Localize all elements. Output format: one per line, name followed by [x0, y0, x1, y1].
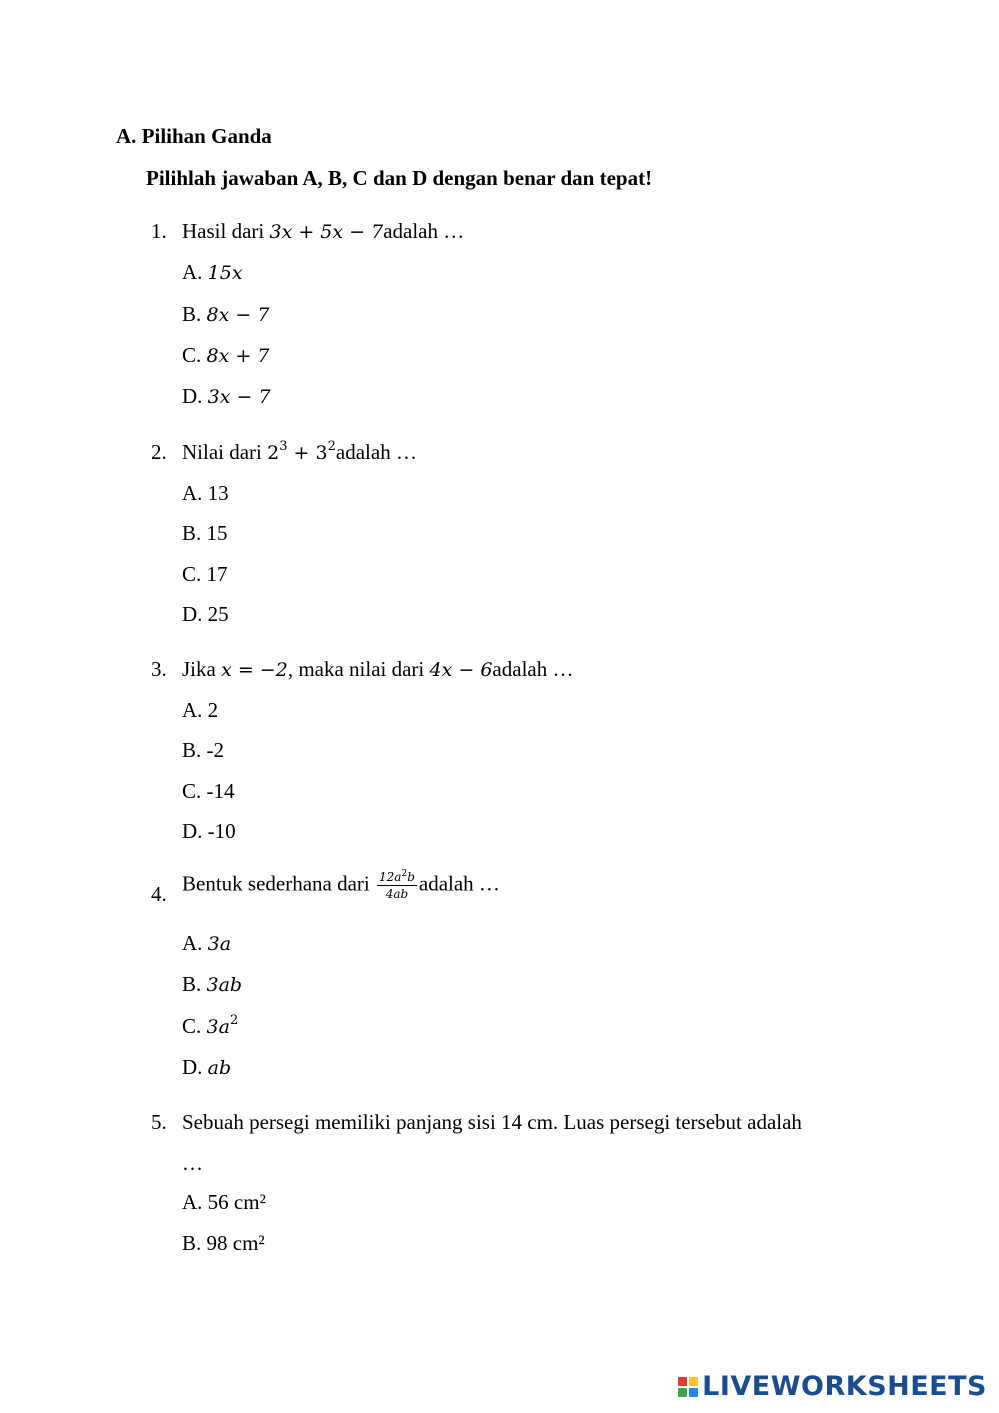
- question-5-option-b[interactable]: B. 98 cm²: [182, 1231, 265, 1255]
- question-4-option-d[interactable]: [182, 1055, 231, 1080]
- question-3-suffix: adalah …: [492, 657, 574, 681]
- liveworksheets-logo: [678, 1371, 987, 1402]
- option-label: D.: [182, 1055, 203, 1079]
- question-3-middle: , maka nilai dari: [287, 657, 430, 681]
- question-5-option-a[interactable]: A. 56 cm²: [182, 1190, 266, 1214]
- option-label: B.: [182, 302, 202, 326]
- numerator-coefficient: 12a: [379, 870, 402, 884]
- option-value: 3x − 7: [207, 386, 271, 408]
- question-3-prefix: Jika: [182, 657, 222, 681]
- question-3-text: [182, 657, 573, 682]
- question-1-option-d[interactable]: [182, 384, 271, 409]
- logo-text: LIVEWORKSHEETS: [702, 1371, 987, 1402]
- question-5-continuation: …: [182, 1151, 203, 1175]
- question-4-suffix: adalah …: [418, 871, 500, 896]
- section-title: A. Pilihan Ganda: [116, 124, 272, 148]
- logo-square-2: [689, 1377, 698, 1386]
- option-value: 3a: [206, 1016, 230, 1038]
- question-4-prefix: Bentuk sederhana dari: [182, 871, 376, 896]
- logo-mark-icon: [678, 1377, 698, 1397]
- question-4-option-a[interactable]: [182, 931, 231, 956]
- option-label: B.: [182, 972, 202, 996]
- question-4-fraction: [377, 870, 417, 901]
- q2-base-2: 3: [315, 442, 328, 464]
- instruction: Pilihlah jawaban A, B, C dan D dengan benar dan tepat!: [146, 166, 653, 190]
- option-value: ab: [207, 1057, 232, 1079]
- question-1-expression: 3x + 5x − 7: [269, 221, 384, 243]
- numerator-variable: b: [407, 870, 415, 884]
- question-2-option-c[interactable]: C. 17: [182, 562, 228, 586]
- option-value: 8x + 7: [206, 345, 270, 367]
- question-4-option-b[interactable]: [182, 972, 242, 997]
- question-1-suffix: adalah …: [383, 219, 465, 243]
- logo-square-4: [689, 1388, 698, 1397]
- question-1-option-a[interactable]: [182, 260, 243, 285]
- q2-base-1: 2: [267, 442, 280, 464]
- question-2-option-a[interactable]: A. 13: [182, 481, 229, 505]
- logo-square-1: [678, 1377, 687, 1386]
- question-1-prefix: Hasil dari: [182, 219, 270, 243]
- question-4-text: [182, 870, 500, 901]
- option-value: 3ab: [206, 974, 243, 996]
- question-3-option-c[interactable]: C. -14: [182, 779, 235, 803]
- question-2-suffix: adalah …: [335, 440, 417, 464]
- option-value: 3a: [207, 933, 232, 955]
- option-label: A.: [182, 260, 203, 284]
- option-value: 15x: [207, 262, 243, 284]
- q2-operator: +: [287, 442, 316, 464]
- option-label: A.: [182, 931, 203, 955]
- question-5-text: Sebuah persegi memiliki panjang sisi 14 cm. Luas persegi tersebut adalah: [182, 1110, 802, 1134]
- option-value: 8x − 7: [206, 304, 270, 326]
- question-4-option-c[interactable]: [182, 1014, 238, 1039]
- q2-exponent-1: 3: [279, 439, 288, 454]
- question-2-prefix: Nilai dari: [182, 440, 268, 464]
- question-2-option-b[interactable]: B. 15: [182, 521, 228, 545]
- option-label: C.: [182, 1014, 202, 1038]
- question-3-number: 3.: [151, 657, 167, 681]
- question-3-option-a[interactable]: A. 2: [182, 698, 219, 722]
- fraction-denominator: 4ab: [385, 887, 409, 901]
- question-4-number: 4.: [151, 882, 167, 906]
- question-3-expression: 4x − 6: [429, 659, 493, 681]
- question-1-option-c[interactable]: [182, 343, 269, 368]
- question-3-condition: x = −2: [221, 659, 288, 681]
- question-3-option-b[interactable]: B. -2: [182, 738, 224, 762]
- question-2-option-d[interactable]: D. 25: [182, 602, 229, 626]
- question-1-text: [182, 219, 464, 244]
- q2-exponent-2: 2: [327, 439, 336, 454]
- question-2-text: [182, 440, 417, 465]
- option-label: D.: [182, 384, 203, 408]
- numerator-exponent: 2: [401, 869, 408, 879]
- question-3-option-d[interactable]: D. -10: [182, 819, 236, 843]
- option-label: C.: [182, 343, 202, 367]
- fraction-numerator: [377, 870, 417, 886]
- logo-square-3: [678, 1388, 687, 1397]
- question-5-number: 5.: [151, 1110, 167, 1134]
- question-2-number: 2.: [151, 440, 167, 464]
- question-1-option-b[interactable]: [182, 302, 269, 327]
- question-1-number: 1.: [151, 219, 167, 243]
- option-exponent: 2: [229, 1013, 239, 1028]
